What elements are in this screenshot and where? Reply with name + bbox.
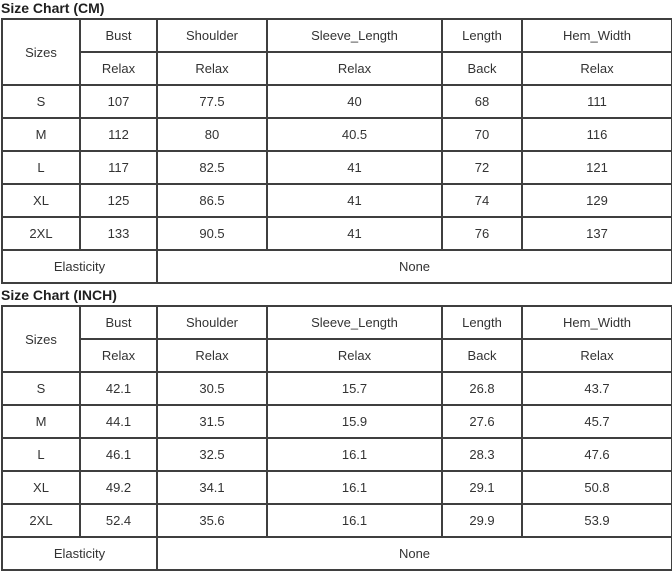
table-row-m	[2, 118, 672, 151]
value-cell: 43.7	[522, 372, 672, 405]
size-cell: 2XL	[2, 217, 80, 250]
corner-header-cell: Sizes	[2, 306, 80, 372]
table-row-xl	[2, 471, 672, 504]
header-row-measures	[2, 306, 672, 339]
sub-header-hem-width: Relax	[522, 339, 672, 372]
value-cell: 40	[267, 85, 442, 118]
sub-header-shoulder: Relax	[157, 52, 267, 85]
value-cell: 46.1	[80, 438, 157, 471]
size-cell: L	[2, 151, 80, 184]
value-cell: 41	[267, 217, 442, 250]
value-cell: 74	[442, 184, 522, 217]
value-cell: 125	[80, 184, 157, 217]
value-cell: 80	[157, 118, 267, 151]
value-cell: 70	[442, 118, 522, 151]
value-cell: 41	[267, 151, 442, 184]
value-cell: 90.5	[157, 217, 267, 250]
value-cell: 117	[80, 151, 157, 184]
elasticity-label-cell: Elasticity	[2, 537, 157, 570]
column-header-sleeve-length: Sleeve_Length	[267, 19, 442, 52]
value-cell: 26.8	[442, 372, 522, 405]
value-cell: 50.8	[522, 471, 672, 504]
size-cell: M	[2, 118, 80, 151]
table-row-2xl	[2, 504, 672, 537]
value-cell: 32.5	[157, 438, 267, 471]
size-cell: 2XL	[2, 504, 80, 537]
size-cell: S	[2, 85, 80, 118]
sub-header-bust: Relax	[80, 339, 157, 372]
table-row-l	[2, 438, 672, 471]
table-row-s	[2, 372, 672, 405]
size-cell: M	[2, 405, 80, 438]
header-row-fit-type	[2, 52, 672, 85]
value-cell: 49.2	[80, 471, 157, 504]
elasticity-label-cell: Elasticity	[2, 250, 157, 283]
value-cell: 137	[522, 217, 672, 250]
value-cell: 27.6	[442, 405, 522, 438]
elasticity-value-cell: None	[157, 537, 672, 570]
size-cell: XL	[2, 471, 80, 504]
size-chart-cm-title: Size Chart (CM)	[1, 0, 105, 16]
column-header-shoulder: Shoulder	[157, 19, 267, 52]
size-cell: L	[2, 438, 80, 471]
size-chart-cm-section	[0, 1, 672, 284]
value-cell: 68	[442, 85, 522, 118]
value-cell: 31.5	[157, 405, 267, 438]
column-header-bust: Bust	[80, 19, 157, 52]
value-cell: 16.1	[267, 438, 442, 471]
column-header-hem-width: Hem_Width	[522, 306, 672, 339]
value-cell: 40.5	[267, 118, 442, 151]
size-chart-inch-section	[0, 288, 672, 571]
table-row-xl	[2, 184, 672, 217]
header-row-measures	[2, 19, 672, 52]
value-cell: 45.7	[522, 405, 672, 438]
value-cell: 16.1	[267, 504, 442, 537]
value-cell: 112	[80, 118, 157, 151]
value-cell: 121	[522, 151, 672, 184]
value-cell: 30.5	[157, 372, 267, 405]
value-cell: 47.6	[522, 438, 672, 471]
column-header-length: Length	[442, 306, 522, 339]
column-header-length: Length	[442, 19, 522, 52]
value-cell: 52.4	[80, 504, 157, 537]
column-header-shoulder: Shoulder	[157, 306, 267, 339]
value-cell: 29.1	[442, 471, 522, 504]
column-header-sleeve-length: Sleeve_Length	[267, 306, 442, 339]
size-chart-inch-table	[1, 305, 672, 571]
table-row-2xl	[2, 217, 672, 250]
sub-header-sleeve-length: Relax	[267, 339, 442, 372]
value-cell: 15.9	[267, 405, 442, 438]
value-cell: 116	[522, 118, 672, 151]
value-cell: 41	[267, 184, 442, 217]
column-header-hem-width: Hem_Width	[522, 19, 672, 52]
value-cell: 107	[80, 85, 157, 118]
value-cell: 34.1	[157, 471, 267, 504]
sub-header-sleeve-length: Relax	[267, 52, 442, 85]
header-row-fit-type	[2, 339, 672, 372]
value-cell: 133	[80, 217, 157, 250]
sub-header-bust: Relax	[80, 52, 157, 85]
value-cell: 82.5	[157, 151, 267, 184]
size-cell: XL	[2, 184, 80, 217]
column-header-bust: Bust	[80, 306, 157, 339]
value-cell: 28.3	[442, 438, 522, 471]
value-cell: 44.1	[80, 405, 157, 438]
sub-header-length: Back	[442, 52, 522, 85]
value-cell: 16.1	[267, 471, 442, 504]
elasticity-row	[2, 537, 672, 570]
corner-header-cell: Sizes	[2, 19, 80, 85]
sub-header-hem-width: Relax	[522, 52, 672, 85]
table-row-m	[2, 405, 672, 438]
table-row-s	[2, 85, 672, 118]
value-cell: 77.5	[157, 85, 267, 118]
value-cell: 15.7	[267, 372, 442, 405]
sub-header-shoulder: Relax	[157, 339, 267, 372]
value-cell: 72	[442, 151, 522, 184]
value-cell: 35.6	[157, 504, 267, 537]
value-cell: 86.5	[157, 184, 267, 217]
size-chart-cm-table	[1, 18, 672, 284]
elasticity-row	[2, 250, 672, 283]
sub-header-length: Back	[442, 339, 522, 372]
value-cell: 76	[442, 217, 522, 250]
value-cell: 129	[522, 184, 672, 217]
elasticity-value-cell: None	[157, 250, 672, 283]
value-cell: 42.1	[80, 372, 157, 405]
value-cell: 29.9	[442, 504, 522, 537]
value-cell: 53.9	[522, 504, 672, 537]
value-cell: 111	[522, 85, 672, 118]
size-chart-inch-title: Size Chart (INCH)	[1, 287, 117, 303]
size-cell: S	[2, 372, 80, 405]
table-row-l	[2, 151, 672, 184]
